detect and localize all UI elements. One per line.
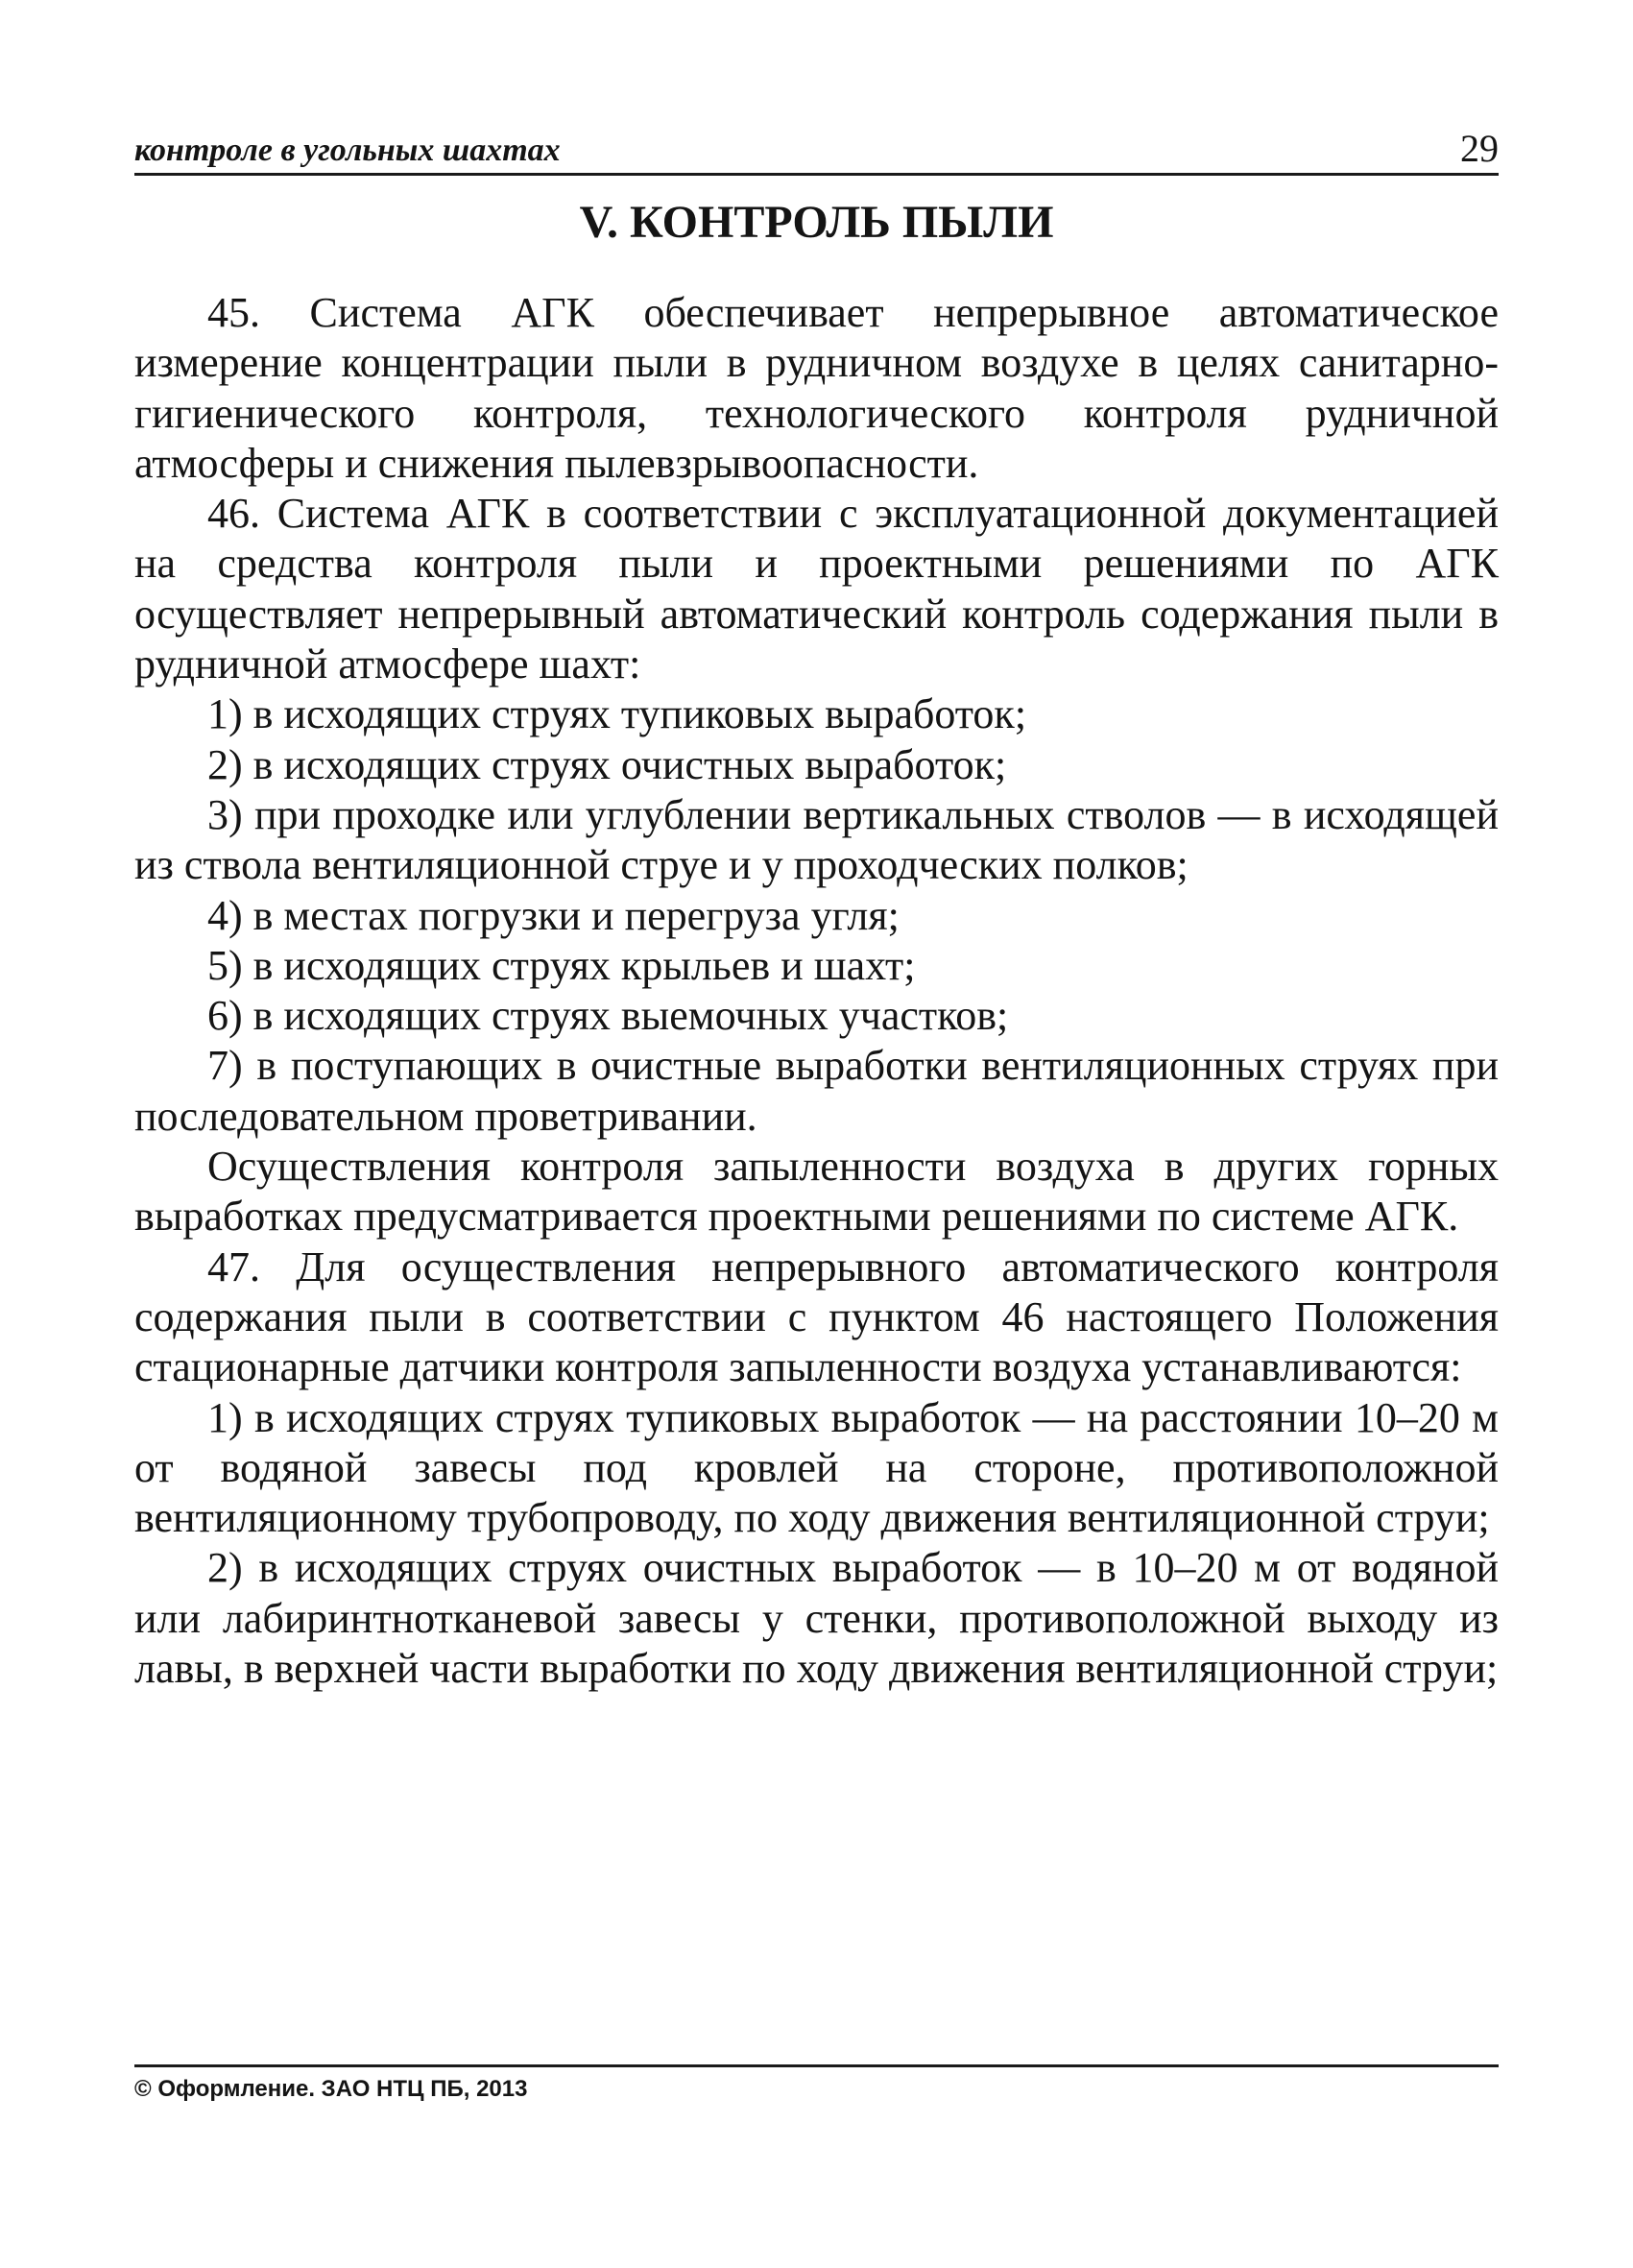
list-item-46-4: 4) в местах погрузки и перегруза угля;: [207, 891, 900, 939]
paragraph-47: 47. Для осуществления непрерывного автоматического контроля содержания пыли в соответствии с пунктом 46 настоящего Положения стационарные датчики контроля запыленности воздуха устанавливаются:: [134, 1243, 1499, 1391]
list-item-47-2: 2) в исходящих струях очистных выработок — в 10–20 м от водяной или лабиринтнотканевой завесы у стенки, противоположной выходу из лавы, в верхней части выработки по ходу движения вентиляционной струи;: [134, 1544, 1499, 1693]
footer-copyright: © Оформление. ЗАО НТЦ ПБ, 2013: [134, 2076, 528, 2102]
list-item-46-3: 3) при проходке или углублении вертикальных стволов — в исходящей из ствола вентиляционной струе и у проходческих полков;: [134, 790, 1499, 889]
list-item-46-2: 2) в исходящих струях очистных выработок;: [207, 740, 1007, 788]
section-title: V. КОНТРОЛЬ ПЫЛИ: [579, 197, 1054, 248]
paragraph-46: 46. Система АГК в соответствии с эксплуатационной документацией на средства контроля пыли и проектными решениями по АГК осуществляет непрерывный автоматический контроль содержания пыли в рудничной атмосфере шахт:: [134, 490, 1499, 688]
body-text: [134, 288, 1499, 1694]
list-item-46-5: 5) в исходящих струях крыльев и шахт;: [207, 941, 916, 989]
footer-divider: [134, 2064, 1499, 2067]
list-item-47-1: 1) в исходящих струях тупиковых выработок — на расстоянии 10–20 м от водяной завесы под кровлей на стороне, противоположной вентиляционному трубопроводу, по ходу движения вентиляционной струи;: [134, 1393, 1499, 1542]
page-number: 29: [1460, 127, 1499, 170]
paragraph-45: 45. Система АГК обеспечивает непрерывное автоматическое измерение концентрации пыли в рудничном воздухе в целях санитарно-гигиенического контроля, технологического контроля рудничной атмосферы и снижения пылевзрывоопасности.: [134, 289, 1499, 487]
list-item-46-6: 6) в исходящих струях выемочных участков;: [207, 992, 1009, 1040]
running-header-title: контроле в угольных шахтах: [134, 133, 561, 168]
list-item-46-1: 1) в исходящих струях тупиковых выработок;: [207, 690, 1027, 738]
list-item-46-7: 7) в поступающих в очистные выработки вентиляционных струях при последовательном проветривании.: [134, 1042, 1499, 1140]
running-header: [134, 123, 1499, 176]
paragraph-other-workings: Осуществления контроля запыленности воздуха в других горных выработках предусматривается проектными решениями по системе АГК.: [134, 1143, 1499, 1241]
